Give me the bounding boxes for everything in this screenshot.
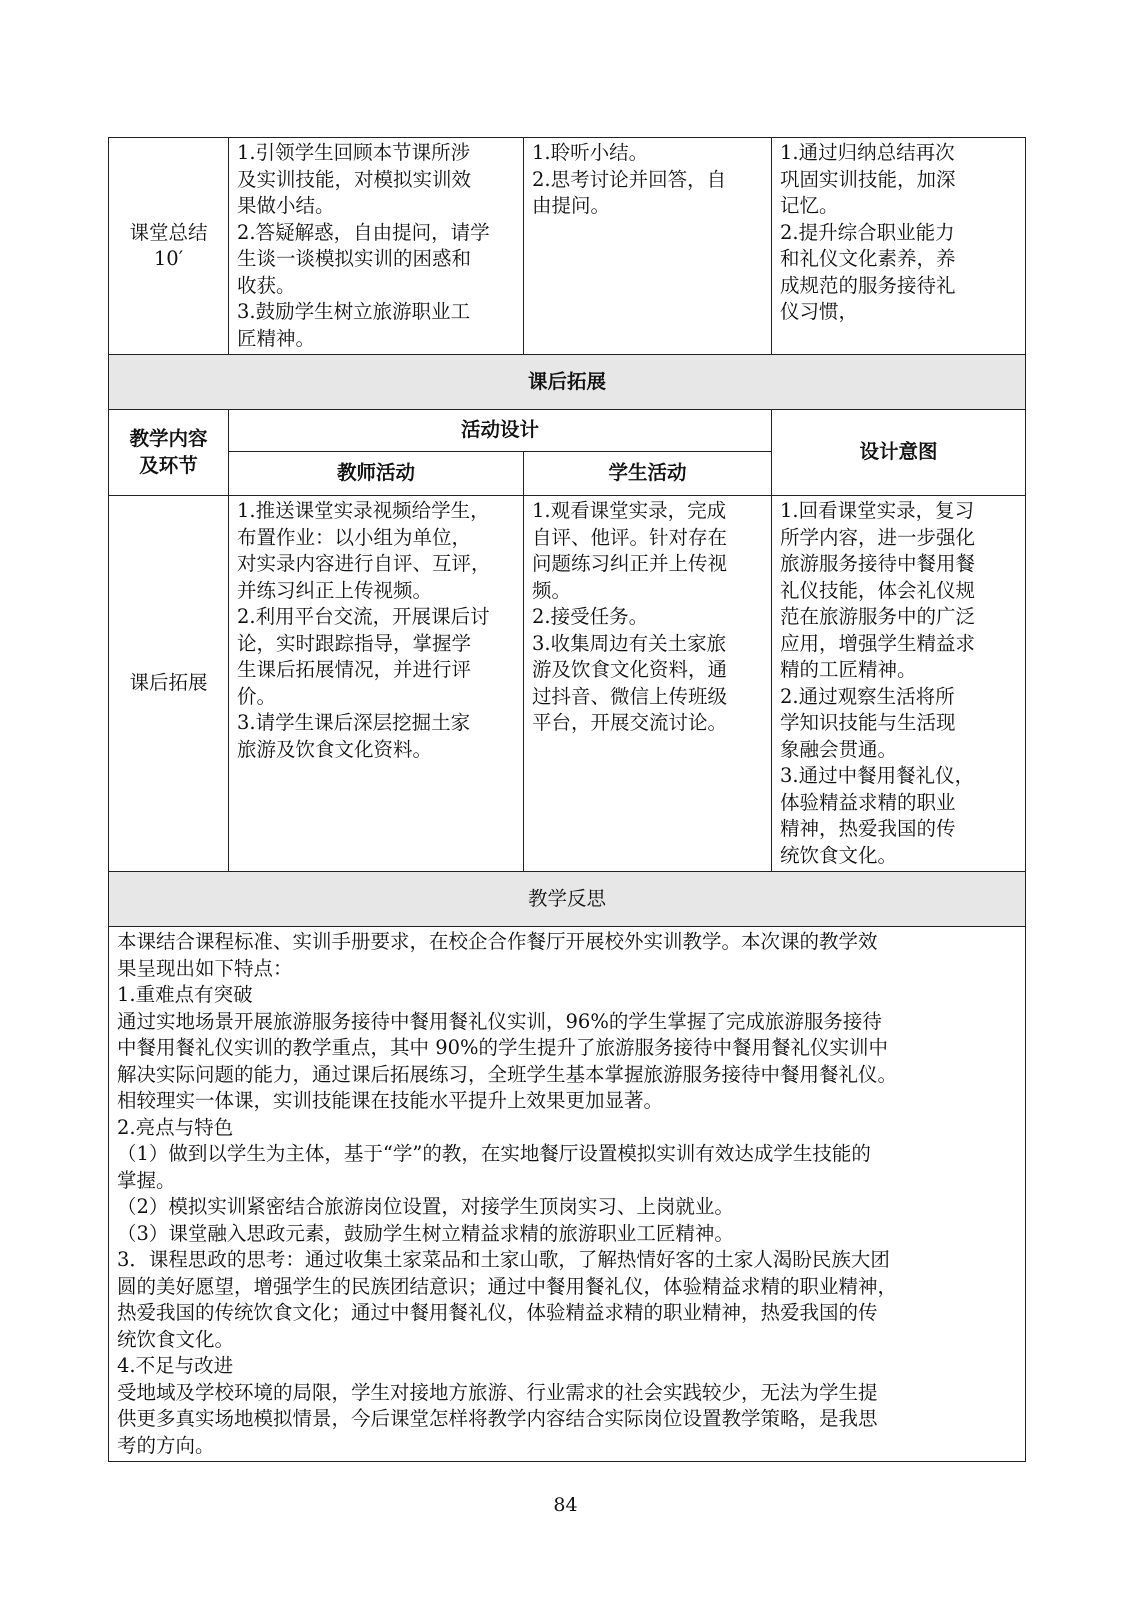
text-line: 和礼仪文化素养，养	[780, 247, 956, 270]
reflection-row	[109, 927, 1026, 1462]
text-line: 所学内容，进一步强化	[780, 525, 976, 549]
text-line: 巩固实训技能，加深	[780, 167, 956, 191]
text-line: 过抖音、微信上传班级	[532, 684, 728, 708]
extension-teacher-cell	[229, 496, 524, 872]
text-line: 生谈一谈模拟实训的困惑和	[237, 247, 472, 270]
reflection-line: 考的方向。	[117, 1433, 215, 1457]
summary-row	[109, 138, 1026, 355]
reflection-line: 受地域及学校环境的局限，学生对接地方旅游、行业需求的社会实践较少，无法为学生提	[117, 1380, 878, 1404]
page-number: 84	[553, 1494, 578, 1516]
text-line: 精神，热爱我国的传	[780, 817, 956, 840]
summary-student-cell	[524, 138, 772, 355]
header-student-activity: 学生活动	[524, 452, 772, 496]
reflection-line: 圆的美好愿望，增强学生的民族团结意识；通过中餐用餐礼仪，体验精益求精的职业精神，	[117, 1274, 898, 1298]
reflection-line: （2）模拟实训紧密结合旅游岗位设置，对接学生顶岗实习、上岗就业。	[117, 1195, 734, 1218]
text-line: 成规范的服务接待礼	[780, 273, 956, 297]
text-line: 1.通过归纳总结再次	[780, 141, 955, 164]
text-line: 2.通过观察生活将所	[780, 684, 955, 708]
text-line: 由提问。	[532, 194, 611, 217]
reflection-line: （3）课堂融入思政元素，鼓励学生树立精益求精的旅游职业工匠精神。	[117, 1221, 734, 1245]
text-line: 2.提升综合职业能力	[780, 220, 955, 244]
header-activity-design: 活动设计	[229, 410, 772, 452]
reflection-line: 果呈现出如下特点：	[117, 956, 293, 980]
text-line: 1.回看课堂实录，复习	[780, 499, 975, 522]
text-line: 生课后拓展情况，并进行评	[237, 658, 472, 681]
text-line: 2.答疑解惑，自由提问，请学	[237, 220, 490, 244]
text-line: 价。	[237, 684, 277, 708]
summary-teacher-cell	[229, 138, 524, 355]
reflection-line: （1）做到以学生为主体，基于“学”的教，在实地餐厅设置模拟实训有效达成学生技能的	[117, 1142, 871, 1165]
text-line: 礼仪技能，体会礼仪规	[780, 578, 976, 602]
text-line: 1.推送课堂实录视频给学生，	[237, 499, 490, 522]
text-line: 统饮食文化。	[780, 843, 898, 867]
text-line: 并练习纠正上传视频。	[237, 578, 433, 602]
text-line: 应用，增强学生精益求	[780, 631, 976, 655]
text-line: 3.鼓励学生树立旅游职业工	[237, 300, 471, 323]
header-design-intent: 设计意图	[772, 410, 1026, 496]
extension-intent-cell	[772, 496, 1026, 872]
text-line: 学知识技能与生活现	[780, 711, 956, 734]
text-line: 平台，开展交流讨论。	[532, 711, 728, 734]
header-teacher-activity: 教师活动	[229, 452, 524, 496]
header-row-1	[109, 410, 1026, 452]
lesson-plan-table	[108, 137, 1026, 1462]
text-line: 匠精神。	[237, 326, 316, 350]
reflection-line: 热爱我国的传统饮食文化；通过中餐用餐礼仪，体验精益求精的职业精神，热爱我国的传	[117, 1301, 878, 1324]
summary-duration: 10′	[153, 247, 184, 270]
text-line: 2.思考讨论并回答，自	[532, 167, 727, 191]
text-line: 范在旅游服务中的广泛	[780, 605, 976, 628]
text-line: 记忆。	[780, 194, 839, 217]
reflection-heading: 1.重难点有突破	[117, 983, 253, 1006]
extension-row	[109, 496, 1026, 872]
text-line: 收获。	[237, 273, 296, 297]
summary-label: 课堂总结	[129, 220, 208, 244]
text-line: 精的工匠精神。	[780, 658, 917, 681]
text-line: 布置作业：以小组为单位，	[237, 525, 472, 549]
reflection-line: 3．课程思政的思考：通过收集土家菜品和土家山歌，了解热情好客的土家人渴盼民族大团	[117, 1248, 890, 1271]
reflection-line: 解决实际问题的能力，通过课后拓展练习，全班学生基本掌握旅游服务接待中餐用餐礼仪。	[117, 1062, 898, 1086]
text-line: 自评、他评。针对存在	[532, 525, 728, 549]
text-line: 3.请学生课后深层挖掘土家	[237, 711, 471, 734]
text-line: 体验精益求精的职业	[780, 790, 956, 814]
text-line: 对实录内容进行自评、互评，	[237, 552, 491, 575]
reflection-line: 供更多真实场地模拟情景，今后课堂怎样将教学内容结合实际岗位设置教学策略，是我思	[117, 1407, 878, 1430]
text-line: 论，实时跟踪指导，掌握学	[237, 631, 472, 655]
text-line: 3.收集周边有关土家旅	[532, 631, 727, 655]
text-line: 2.接受任务。	[532, 605, 649, 628]
header-content-line2: 及环节	[139, 453, 198, 477]
text-line: 问题练习纠正并上传视	[532, 552, 728, 575]
header-content: 教学内容	[129, 427, 208, 450]
extension-section-title: 课后拓展	[109, 355, 1026, 410]
text-line: 1.引领学生回顾本节课所涉	[237, 141, 471, 164]
reflection-line: 相较理实一体课，实训技能课在技能水平提升上效果更加显著。	[117, 1089, 664, 1112]
text-line: 频。	[532, 578, 572, 602]
extension-section-row	[109, 355, 1026, 410]
header-content-cell	[109, 410, 229, 496]
text-line: 游及饮食文化资料，通	[532, 658, 728, 681]
text-line: 象融会贯通。	[780, 737, 898, 761]
extension-label: 课后拓展	[109, 496, 229, 872]
text-line: 1.聆听小结。	[532, 141, 649, 164]
text-line: 旅游及饮食文化资料。	[237, 737, 433, 761]
summary-label-cell	[109, 138, 229, 355]
summary-intent-cell	[772, 138, 1026, 355]
reflection-heading: 4.不足与改进	[117, 1354, 234, 1377]
reflection-body	[109, 927, 1026, 1462]
text-line: 果做小结。	[237, 194, 335, 217]
text-line: 2.利用平台交流，开展课后讨	[237, 605, 490, 628]
reflection-title: 教学反思	[109, 872, 1026, 927]
text-line: 旅游服务接待中餐用餐	[780, 552, 976, 575]
text-line: 仪习惯，	[780, 300, 859, 323]
reflection-line: 通过实地场景开展旅游服务接待中餐用餐礼仪实训，96%的学生掌握了完成旅游服务接待	[117, 1009, 882, 1033]
reflection-section-row	[109, 872, 1026, 927]
reflection-line: 统饮食文化。	[117, 1327, 235, 1351]
text-line: 3.通过中餐用餐礼仪，	[780, 764, 975, 787]
text-line: 1.观看课堂实录，完成	[532, 499, 727, 522]
reflection-line: 掌握。	[117, 1168, 176, 1192]
reflection-heading: 2.亮点与特色	[117, 1115, 234, 1139]
text-line: 及实训技能，对模拟实训效	[237, 167, 472, 191]
reflection-line: 中餐用餐礼仪实训的教学重点，其中 90%的学生提升了旅游服务接待中餐用餐礼仪实训中	[117, 1036, 889, 1059]
reflection-line: 本课结合课程标准、实训手册要求，在校企合作餐厅开展校外实训教学。本次课的教学效	[117, 930, 878, 953]
extension-student-cell	[524, 496, 772, 872]
